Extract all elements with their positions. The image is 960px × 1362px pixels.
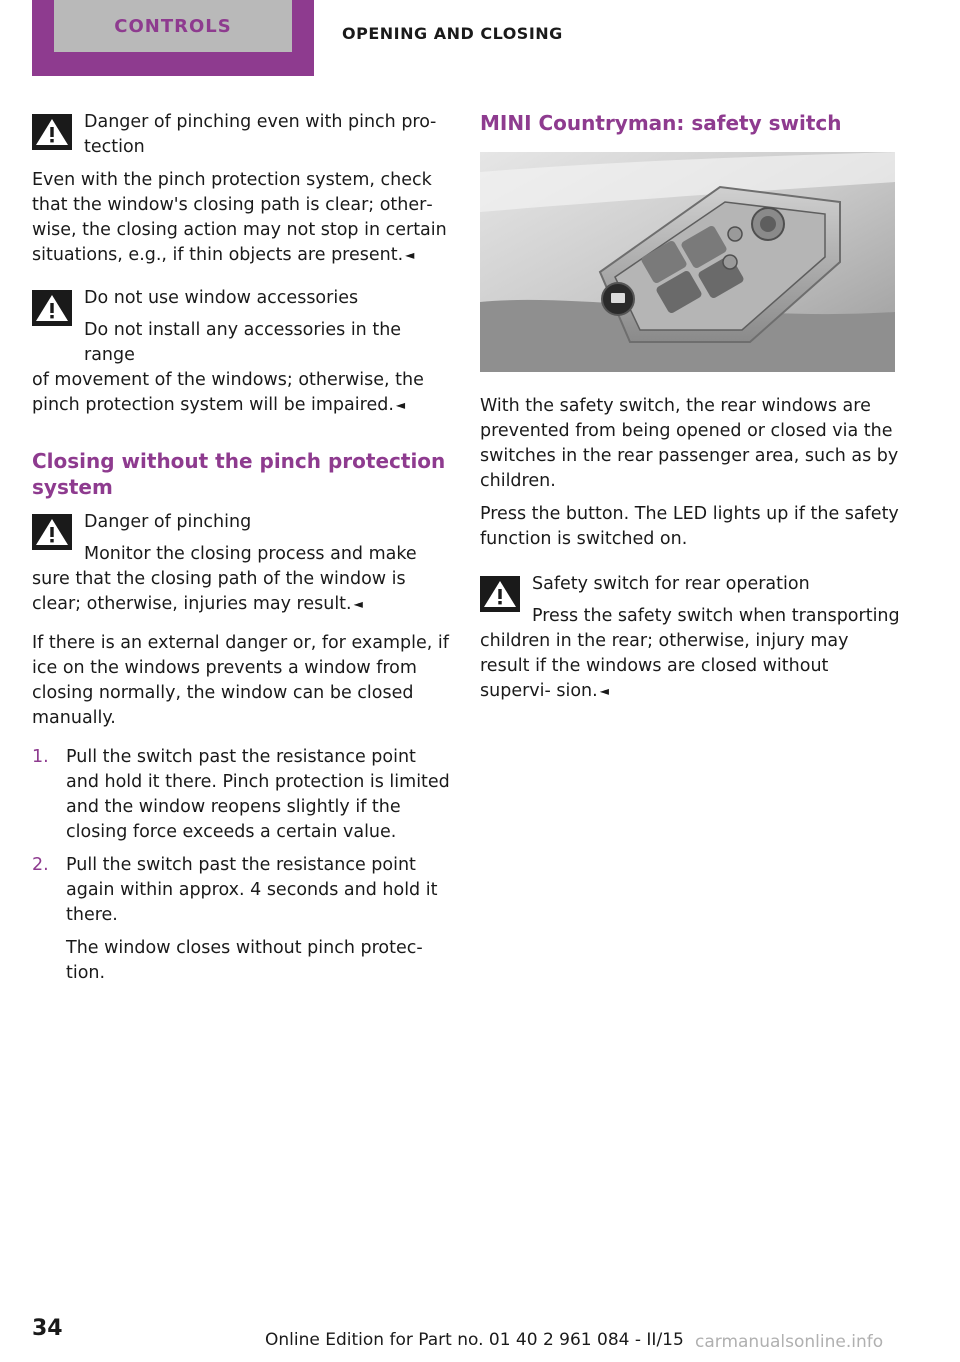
warning-body: Monitor the closing process and make bbox=[84, 544, 417, 564]
warning-body-continued: of movement of the windows; otherwise, the pinch protection system will be impaired. ◄ bbox=[32, 370, 424, 415]
warning-triangle-icon bbox=[32, 114, 72, 150]
warning-safety-switch bbox=[480, 572, 900, 704]
left-column bbox=[32, 110, 452, 994]
warning-title: Do not use window accessories bbox=[84, 288, 359, 308]
end-mark-icon: ◄ bbox=[353, 597, 363, 611]
step-number: 2. bbox=[32, 855, 49, 875]
warning-body-continued: children in the rear; otherwise, injury may result if the windows are closed without supervi‐ sion. ◄ bbox=[480, 631, 849, 701]
end-mark-icon: ◄ bbox=[599, 684, 609, 698]
step-number: 1. bbox=[32, 747, 49, 767]
warning-body-continued: sure that the closing path of the window is clear; otherwise, injuries may result. ◄ bbox=[32, 569, 406, 614]
list-item bbox=[32, 745, 452, 845]
body-paragraph: If there is an external danger or, for example, if ice on the windows prevents a window from closing normally, the window can be closed manually. bbox=[32, 633, 449, 728]
warning-title: Danger of pinching even with pinch pro‐ tection bbox=[84, 112, 437, 157]
list-item bbox=[32, 853, 452, 986]
warning-title: Safety switch for rear operation bbox=[532, 574, 810, 594]
warning-title: Danger of pinching bbox=[84, 512, 252, 532]
warning-body: Do not install any accessories in the range bbox=[84, 320, 402, 365]
right-column bbox=[480, 110, 900, 712]
step-text: Pull the switch past the resistance point and hold it there. Pinch protection is limited and the window reopens slightly if the closing force exceeds a certain value. bbox=[66, 747, 450, 842]
watermark: carmanualsonline.info bbox=[695, 1332, 884, 1352]
warning-body: Press the safety switch when transporting bbox=[532, 606, 900, 626]
body-paragraph: With the safety switch, the rear windows are prevented from being opened or closed via the switches in the rear passenger area, such as by children. bbox=[480, 396, 899, 491]
warning-triangle-icon bbox=[32, 514, 72, 550]
section-heading: Closing without the pinch protection system bbox=[32, 449, 446, 499]
body-paragraph: Press the button. The LED lights up if the safety function is switched on. bbox=[480, 504, 899, 549]
warning-triangle-icon bbox=[480, 576, 520, 612]
warning-window-accessories bbox=[32, 286, 452, 418]
warning-pinch-protection bbox=[32, 110, 452, 160]
chapter-tab-inner bbox=[54, 0, 292, 52]
warning-body: Even with the pinch protection system, check that the window's closing path is clear; other‐ wise, the closing action may not stop in certain situations, e.g., if thin objects are present. ◄ bbox=[32, 170, 447, 265]
step-text: Pull the switch past the resistance point again within approx. 4 seconds and hold it there. bbox=[66, 855, 438, 925]
end-mark-icon: ◄ bbox=[395, 398, 406, 412]
door-switch-panel-image bbox=[480, 152, 895, 372]
section-header: OPENING AND CLOSING bbox=[342, 24, 563, 43]
step-result: The window closes without pinch protec‐ tion. bbox=[66, 938, 423, 983]
edition-footer: Online Edition for Part no. 01 40 2 961 084 - II/15 bbox=[265, 1330, 684, 1350]
page-number: 34 bbox=[32, 1316, 63, 1341]
warning-danger-pinching bbox=[32, 510, 452, 617]
section-heading: MINI Countryman: safety switch bbox=[480, 111, 842, 135]
steps-list bbox=[32, 745, 452, 986]
end-mark-icon: ◄ bbox=[405, 248, 415, 262]
warning-triangle-icon bbox=[32, 290, 72, 326]
chapter-tab bbox=[32, 0, 314, 76]
chapter-tab-label: CONTROLS bbox=[114, 15, 232, 37]
